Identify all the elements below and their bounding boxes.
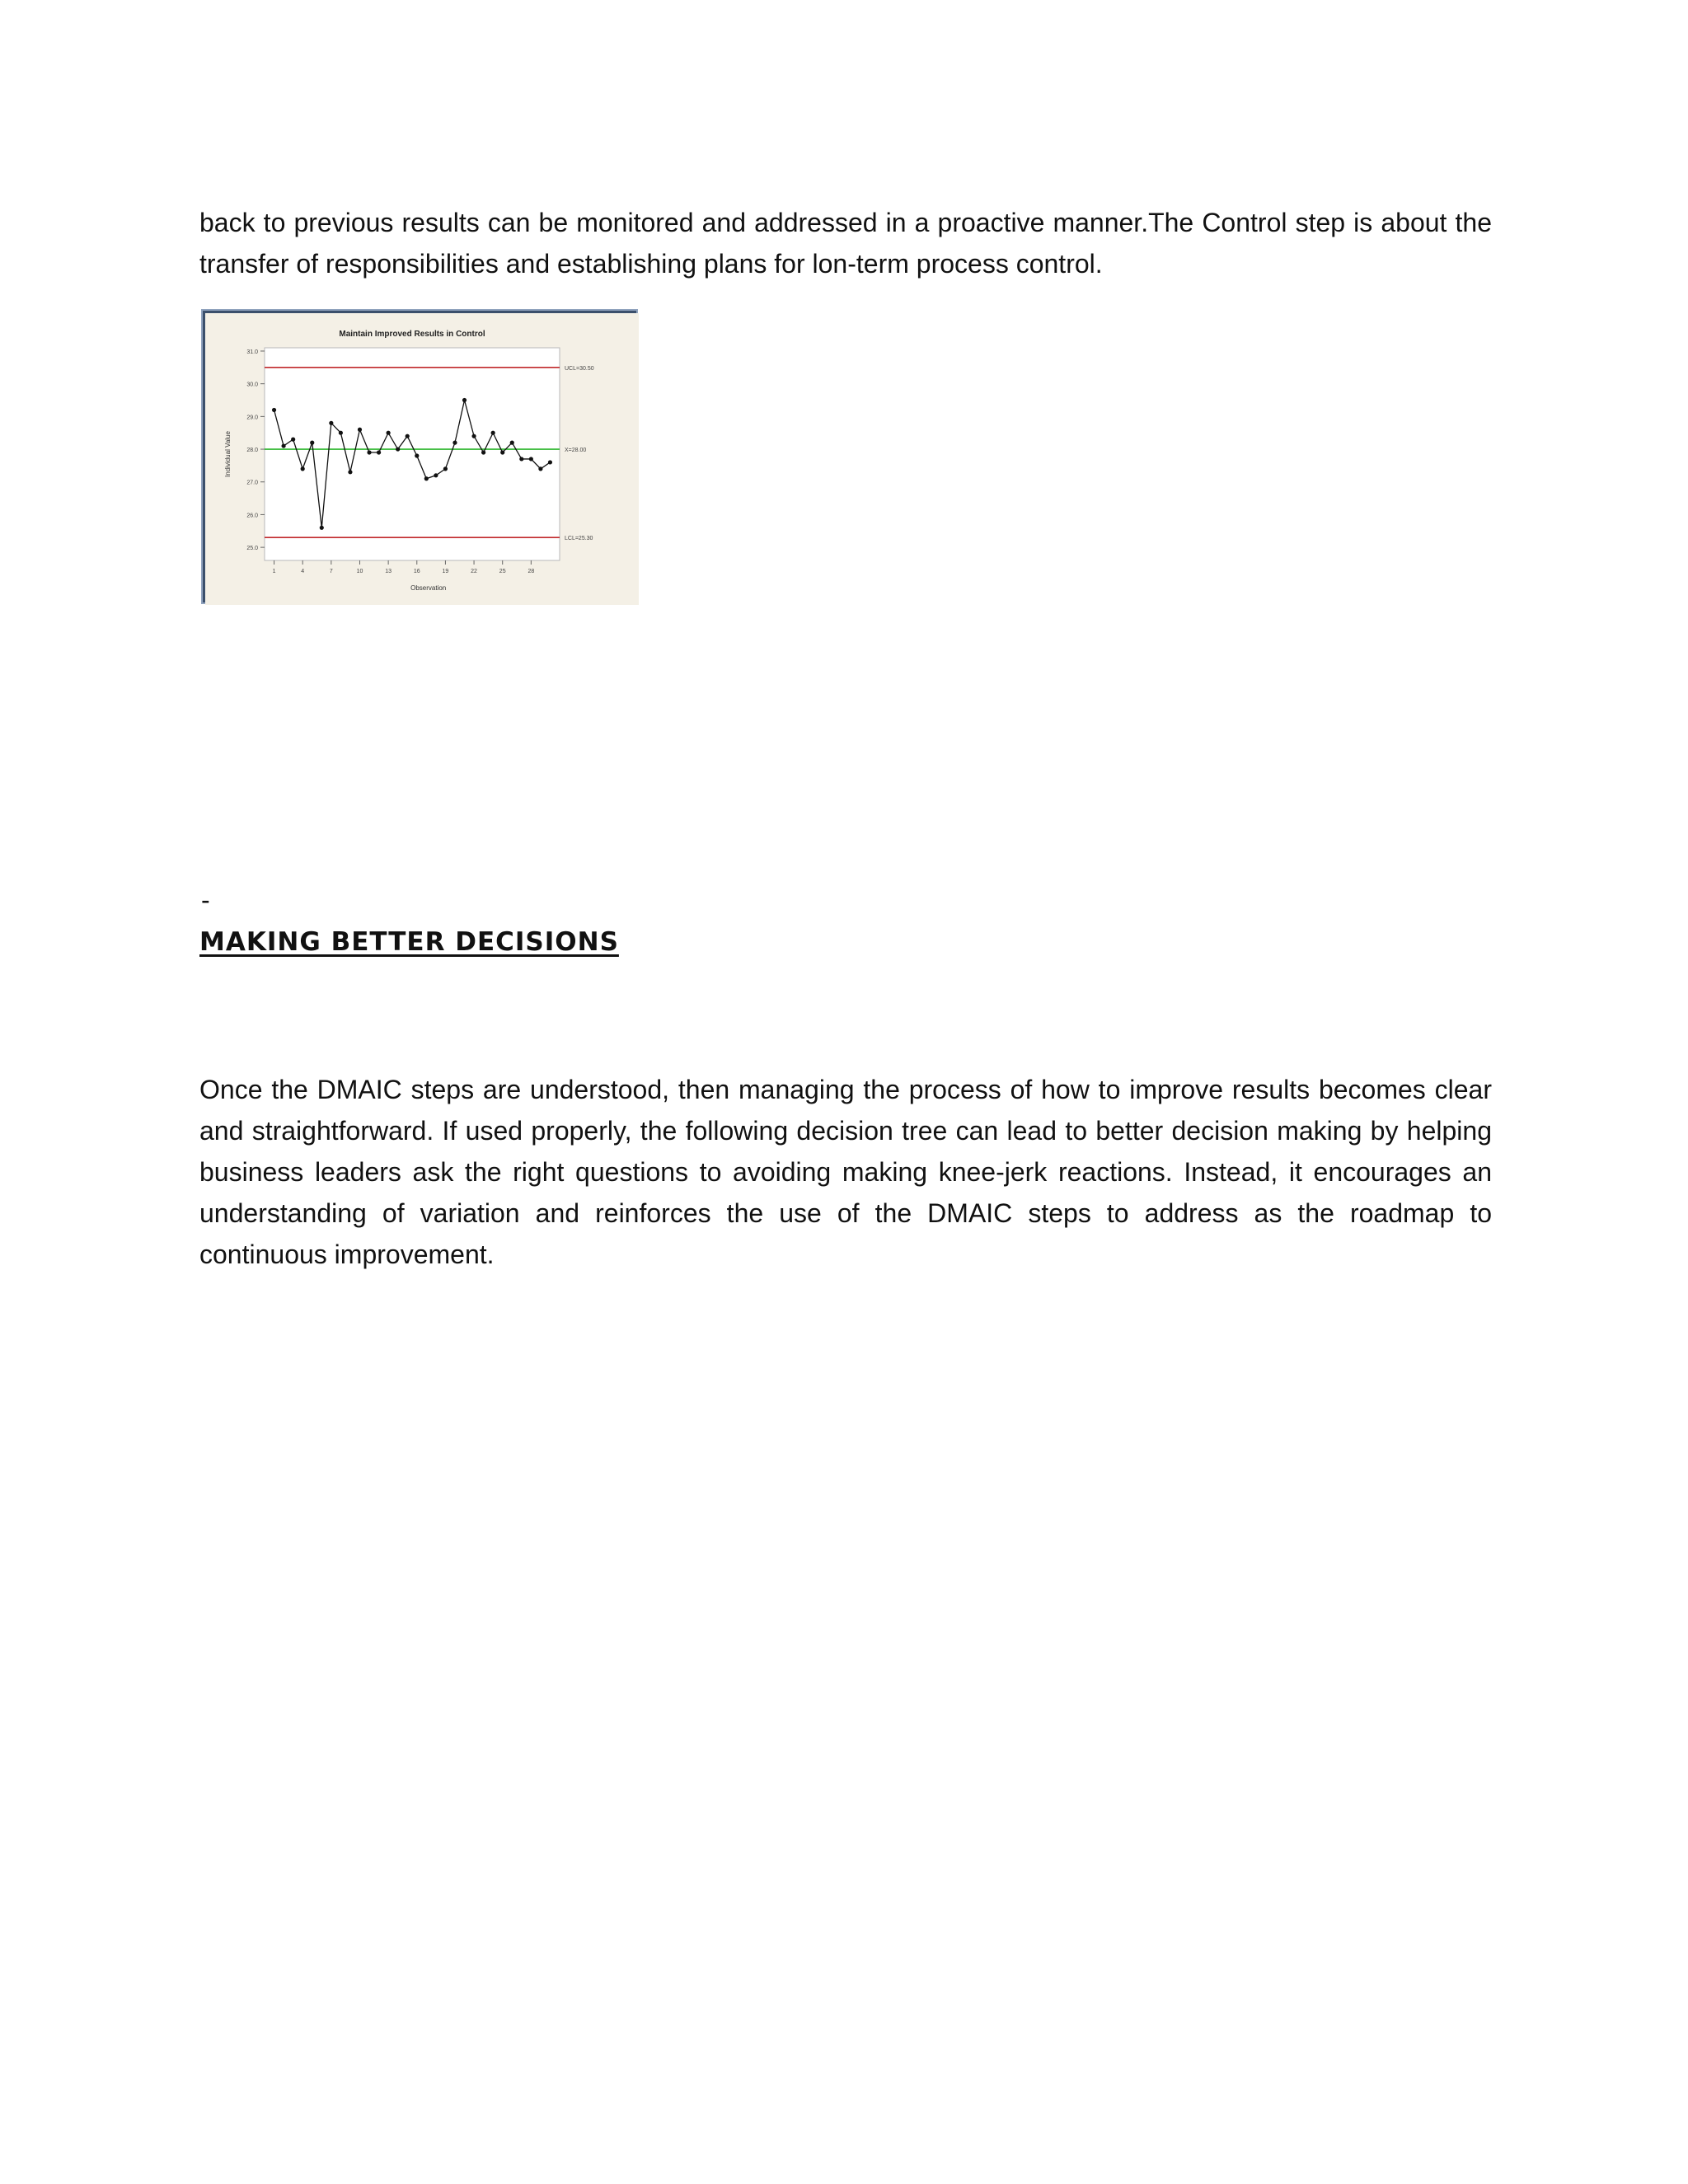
data-point bbox=[367, 450, 371, 454]
intro-paragraph: back to previous results can be monitored and addressed in a proactive manner.The Control step is about the transfer of responsibilities and establishing plans for lon-term process control. bbox=[199, 208, 1492, 279]
data-point bbox=[510, 441, 514, 445]
data-point bbox=[310, 441, 314, 445]
lcl-line-label: LCL=25.30 bbox=[565, 536, 593, 542]
x-tick-label: 16 bbox=[413, 569, 420, 574]
data-point bbox=[358, 428, 362, 432]
data-point bbox=[377, 450, 381, 454]
y-tick-label: 27.0 bbox=[246, 480, 258, 486]
data-point bbox=[387, 431, 391, 435]
dash-separator: - bbox=[201, 885, 210, 915]
data-point bbox=[396, 447, 400, 451]
data-point bbox=[329, 421, 333, 425]
x-tick-label: 25 bbox=[499, 569, 506, 574]
data-point bbox=[424, 476, 429, 480]
data-point bbox=[434, 473, 438, 477]
data-point bbox=[291, 438, 295, 442]
control-chart-svg bbox=[205, 313, 639, 605]
data-point bbox=[272, 408, 276, 412]
plot-area bbox=[265, 348, 560, 560]
x-tick-label: 19 bbox=[442, 569, 449, 574]
y-tick-label: 25.0 bbox=[246, 546, 258, 552]
x-tick-label: 28 bbox=[528, 569, 535, 574]
section-heading: MAKING BETTER DECISIONS bbox=[199, 927, 619, 957]
x-tick-label: 10 bbox=[356, 569, 363, 574]
data-point bbox=[415, 453, 419, 457]
data-point bbox=[348, 470, 352, 474]
data-point bbox=[406, 434, 410, 438]
x-tick-label: 22 bbox=[471, 569, 477, 574]
data-point bbox=[339, 431, 343, 435]
center-line-label: X=28.00 bbox=[565, 448, 587, 454]
data-point bbox=[481, 450, 485, 454]
ucl-line-label: UCL=30.50 bbox=[565, 365, 594, 372]
data-point bbox=[519, 457, 523, 461]
control-chart bbox=[203, 311, 636, 602]
x-tick-label: 1 bbox=[272, 569, 276, 574]
x-tick-label: 4 bbox=[301, 569, 305, 574]
y-tick-label: 29.0 bbox=[246, 415, 258, 421]
y-tick-label: 26.0 bbox=[246, 513, 258, 519]
y-tick-label: 30.0 bbox=[246, 382, 258, 388]
y-tick-label: 31.0 bbox=[246, 349, 258, 355]
chart-y-axis-label: Individual Value bbox=[224, 431, 232, 477]
data-point bbox=[491, 431, 495, 435]
data-point bbox=[529, 457, 533, 461]
data-point bbox=[452, 441, 457, 445]
y-tick-label: 28.0 bbox=[246, 448, 258, 454]
data-point bbox=[301, 466, 305, 471]
chart-title: Maintain Improved Results in Control bbox=[339, 330, 485, 339]
data-point bbox=[538, 466, 542, 471]
x-tick-label: 13 bbox=[385, 569, 392, 574]
x-tick-label: 7 bbox=[329, 569, 333, 574]
data-point bbox=[500, 450, 504, 454]
data-point bbox=[320, 526, 324, 530]
data-point bbox=[281, 443, 285, 448]
chart-x-axis-label: Observation bbox=[410, 584, 447, 592]
decisions-paragraph: Once the DMAIC steps are understood, then managing the process of how to improve results becomes clear and straightforward. If used properly, the following decision tree can lead to better decision making by helping business leaders ask the right questions to avoiding making knee-jerk reactions. Instead, it encourages an understanding of variation and reinforces the use of the DMAIC steps to address as the roadmap to continuous improvement. bbox=[199, 1075, 1492, 1269]
data-point bbox=[443, 466, 448, 471]
data-point bbox=[548, 460, 552, 464]
data-point bbox=[462, 398, 467, 402]
data-point bbox=[471, 434, 476, 438]
